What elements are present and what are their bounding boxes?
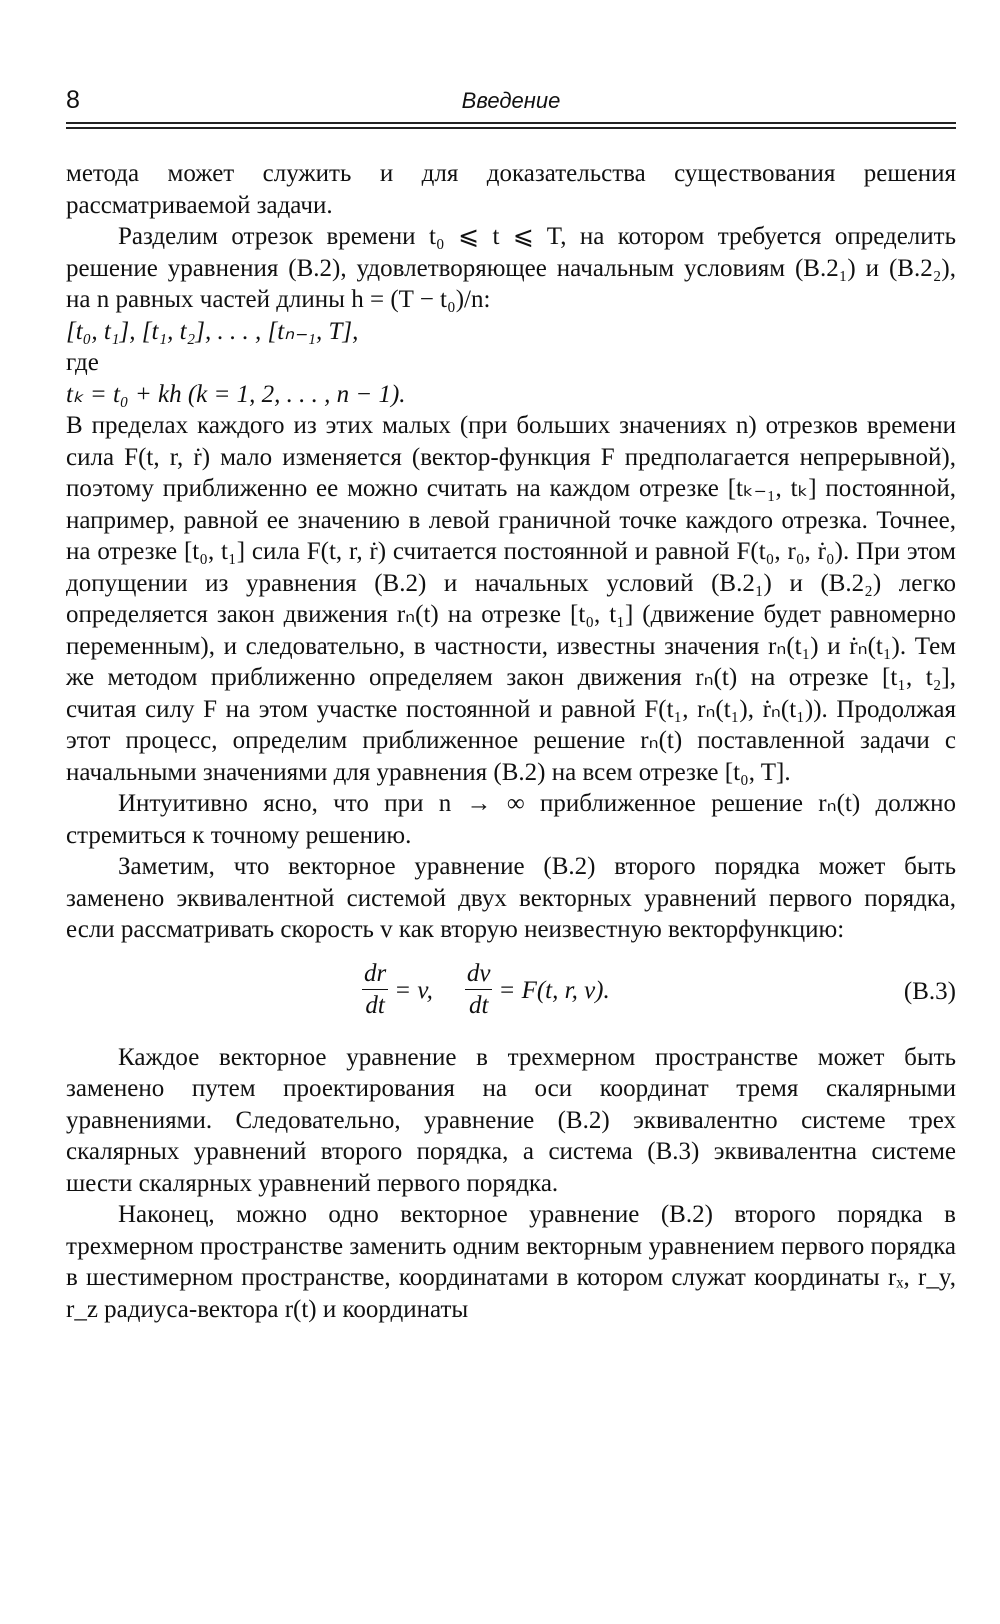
where-label: где bbox=[66, 349, 99, 376]
equation-rhs-1: = v, bbox=[394, 976, 433, 1004]
fraction-dr-dt bbox=[362, 959, 388, 1022]
section-title: Введение bbox=[461, 88, 561, 113]
header-rule-top bbox=[66, 122, 956, 124]
equation-number: (B.3) bbox=[903, 977, 956, 1005]
formula-tk: tₖ = t₀ + kh (k = 1, 2, . . . , n − 1). bbox=[66, 380, 406, 408]
equation-b3-content bbox=[356, 956, 610, 1026]
paragraph-7: Наконец, можно одно векторное уравнение (B.2) второго порядка в трехмерном пространстве заменить одним векторным уравнением первого порядка в шестимерном пространстве, координатами в котором служат координаты rₓ, r_y, r_z радиуса-вектора r(t) и координаты bbox=[66, 1201, 956, 1323]
body-text bbox=[66, 158, 956, 1325]
paragraph-5: Заметим, что векторное уравнение (B.2) второго порядка может быть заменено эквивалентной системой двух векторных уравнений первого порядка, если рассматривать скорость v как вторую неизвестную векторфункцию: bbox=[66, 853, 956, 943]
formula-intervals: [t₀, t₁], [t₁, t₂], . . . , [tₙ₋₁, T], bbox=[66, 317, 359, 345]
paragraph-2: Разделим отрезок времени t₀ ⩽ t ⩽ T, на котором требуется определить решение уравнения (B.2), удовлетворяющее начальным условиям (B.2₁) и (B.2₂), на n равных частей длины h = (T − t₀)/n: bbox=[66, 223, 956, 313]
fraction-numerator: dv bbox=[465, 959, 493, 990]
paragraph-4: Интуитивно ясно, что при n → ∞ приближенное решение rₙ(t) должно стремиться к точному решению. bbox=[66, 790, 956, 849]
fraction-dv-dt bbox=[465, 959, 493, 1022]
fraction-denominator: dt bbox=[365, 992, 385, 1019]
page-number: 8 bbox=[66, 86, 80, 114]
paragraph-3: В пределах каждого из этих малых (при больших значениях n) отрезков времени сила F(t, r, ṙ) мало изменяется (вектор-функция F предполагается непрерывной), поэтому приближенно ее можно считать на каждом отрезке [tₖ₋₁, tₖ] постоянной, например, равной ее значению в левой граничной точке каждого отрезка. Точнее, на отрезке [t₀, t₁] сила F(t, r, ṙ) считается постоянной и равной F(t₀, r₀, ṙ₀). При этом допущении из уравнения (B.2) и начальных условий (B.2₁) и (B.2₂) легко определяется закон движения rₙ(t) на отрезке [t₀, t₁] (движение будет равномерно переменным), и следовательно, в частности, известны значения rₙ(t₁) и ṙₙ(t₁). Тем же методом приближенно определяем закон движения rₙ(t) на отрезке [t₁, t₂], считая силу F на этом участке постоянной и равной F(t₁, rₙ(t₁), ṙₙ(t₁)). Продолжая этот процесс, определим приближенное решение rₙ(t) поставленной задачи с начальными значениями для уравнения (B.2) на всем отрезке [t₀, T]. bbox=[66, 412, 956, 786]
paragraph-1: метода может служить и для доказательства существования решения рассматриваемой задачи. bbox=[66, 160, 956, 219]
fraction-numerator: dr bbox=[362, 959, 388, 990]
running-head bbox=[66, 86, 956, 120]
header-rule-bottom bbox=[66, 127, 956, 129]
equation-rhs-2: = F(t, r, v). bbox=[498, 976, 610, 1004]
equation-b3 bbox=[66, 956, 956, 1026]
fraction-denominator: dt bbox=[468, 992, 489, 1019]
paragraph-6: Каждое векторное уравнение в трехмерном пространстве может быть заменено путем проектирования на оси координат тремя скалярными уравнениями. Следовательно, уравнение (B.2) эквивалентно системе трех скалярных уравнений второго порядка, а система (B.3) эквивалентна системе шести скалярных уравнений первого порядка. bbox=[66, 1043, 956, 1197]
